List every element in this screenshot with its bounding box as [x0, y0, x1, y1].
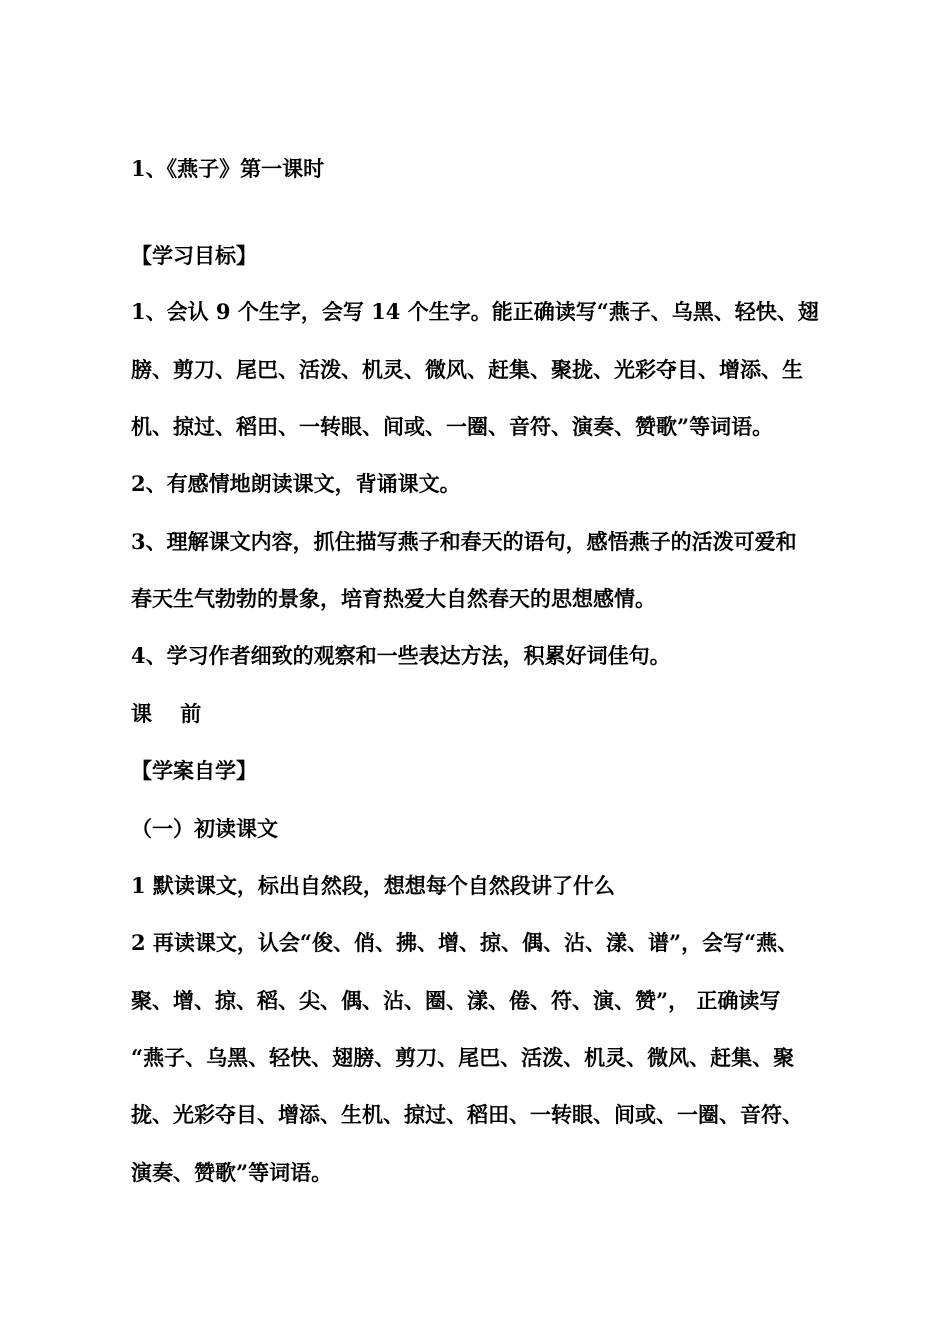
objective-line: 1、会认 9 个生字，会写 14 个生字。能正确读写“燕子、乌黑、轻快、翅 — [131, 299, 819, 324]
self-study-line: “燕子、乌黑、轻快、翅膀、剪刀、尾巴、活泼、机灵、微风、赶集、聚 — [131, 1045, 795, 1070]
objective-line: 4、学习作者细致的观察和一些表达方法，积累好词佳句。 — [131, 643, 671, 668]
self-study-line: 演奏、赞歌”等词语。 — [131, 1160, 333, 1185]
lesson-title: 1、《燕子》第一课时 — [131, 156, 325, 181]
self-study-line: 拢、光彩夺目、增添、生机、掠过、稻田、一转眼、间或、一圈、音符、 — [131, 1102, 803, 1127]
self-study-line: 聚、增、掠、稻、尖、偶、沾、圈、漾、倦、符、演、赞”， 正确读写 — [131, 988, 781, 1013]
objective-line: 膀、剪刀、尾巴、活泼、机灵、微风、赶集、聚拢、光彩夺目、增添、生 — [131, 357, 803, 382]
objective-line: 春天生气勃勃的景象，培育热爱大自然春天的思想感情。 — [131, 586, 656, 611]
self-study-line: 1 默读课文，标出自然段，想想每个自然段讲了什么 — [131, 873, 615, 898]
sub-heading: （一）初读课文 — [131, 816, 278, 841]
self-study-line: 2 再读课文，认会“俊、俏、拂、增、掠、偶、沾、漾、谱”，会写“燕、 — [131, 930, 799, 955]
objective-line: 3、理解课文内容，抓住描写燕子和春天的语句，感悟燕子的活泼可爱和 — [131, 529, 797, 554]
section-label: 课 前 — [131, 701, 202, 726]
objective-line: 2、有感情地朗读课文，背诵课文。 — [131, 471, 461, 496]
objective-line: 机、掠过、稻田、一转眼、间或、一圈、音符、演奏、赞歌”等词语。 — [131, 414, 774, 439]
self-study-heading: 【学案自学】 — [131, 758, 257, 783]
objectives-heading: 【学习目标】 — [131, 243, 257, 268]
